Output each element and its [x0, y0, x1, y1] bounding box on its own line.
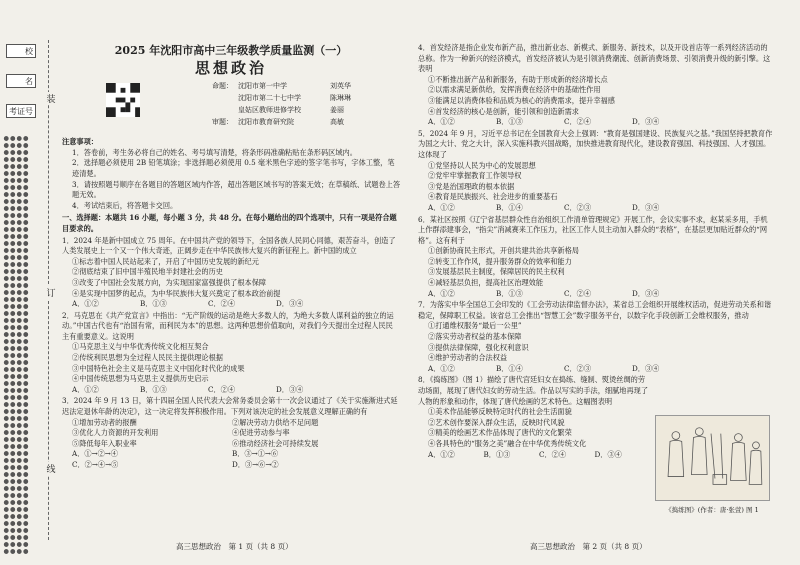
statement: ④首发经济的核心是创新，能引领和创造新需求	[428, 106, 579, 116]
question-4	[418, 43, 773, 128]
authors-block	[62, 79, 400, 135]
statement: ③提供法律保障，强化权利意识	[428, 342, 529, 352]
option-a[interactable]: A．①②	[72, 299, 99, 309]
author-row	[212, 105, 344, 116]
statement: ①党坚持以人民为中心的发展思想	[428, 160, 536, 170]
option-c[interactable]: C．②→④→⑤	[72, 460, 119, 469]
exam-title: 2025 年沈阳市高中三年级教学质量监测（一）	[114, 44, 348, 57]
statement-row	[62, 418, 400, 429]
answer-options	[418, 117, 773, 128]
option-b[interactable]: B．①③	[496, 117, 523, 127]
statement: ②以需求满足新供给，发挥消费在经济中的基础性作用	[428, 85, 601, 95]
statement: ③能满足以消费体验和品质为核心的消费需求，提升幸福感	[428, 95, 615, 105]
name-field[interactable]: 名	[6, 74, 36, 88]
option-c[interactable]: C．②③	[564, 202, 592, 212]
answer-options	[62, 460, 400, 471]
question-stem: 7．为落实中华全国总工会印发的《工会劳动法律监督办法》，某省总工会组织开展维权活动，促进劳动关系和谐稳定，保障职工权益。该省总工会推出“智慧工会”数字服务平台，以数字化手段创新工会维权服务，推动	[418, 300, 772, 320]
option-a[interactable]: A．①②	[428, 363, 455, 373]
answer-options	[62, 449, 400, 460]
answer-options	[62, 385, 400, 396]
qr-code-icon[interactable]	[106, 83, 140, 117]
statement: ①马克思主义与中华优秀传统文化相互契合	[72, 342, 209, 352]
question-8	[418, 375, 650, 460]
option-c[interactable]: C．②④	[564, 288, 592, 298]
statement: ④各具特色的“服务之美”融合在中华优秀传统文化	[428, 438, 587, 448]
statement: ①美术作品能够反映特定时代的社会生活面貌	[428, 407, 572, 417]
statement: ②彻底结束了旧中国半殖民地半封建社会的历史	[72, 267, 223, 277]
statement: ③优化人力资源的开发利用	[72, 428, 159, 438]
left-column	[62, 40, 400, 471]
option-a[interactable]: A．①②	[428, 288, 455, 298]
statement: ①创新协商民主形式，开创共建共治共享新格局	[428, 246, 579, 256]
option-d[interactable]: D．③→⑥→②	[232, 460, 279, 469]
question-stem: 6．某社区按照《辽宁省基层群众性自治组织工作清单管理规定》开展工作，会议实事不求，赵某采多用，手机上作群添建事会，“指尖”消减赛来工作压力，社区工作人员主动加入群众的“表格”，在基层更加贴近群众的“网格”。这有利于	[418, 214, 768, 245]
page-footer-right: 高三思想政治 第 2 页（共 8 页）	[530, 542, 647, 551]
statement: ①不断推出新产品和新服务，有助于形成新的经济增长点	[428, 74, 608, 84]
notice-item: 4．考试结束后，将答题卡交回。	[72, 200, 178, 210]
option-b[interactable]: B．①④	[496, 202, 523, 212]
question-stem: 2．马克思在《共产党宣言》中指出：“无产阶级的运动是绝大多数人的，为绝大多数人谋利益的独立的运动。”中国古代也有“治国有常，而利民为本”的思想。这两种思想价值取向，对我们今天提出全过程人民民主有重要意义。这说明	[62, 310, 394, 341]
statement: ②转变工作作风，提升服务群众的效率和能力	[428, 256, 572, 266]
question-stem: 4．首发经济是指企业发布新产品，推出新业态、新模式、新服务、新技术，以及开设首店等一系列经济活动的总称。作为一种新兴的经济模式，首发经济被认为是引领消费潮流、创新消费场景、引领消费升级的新引擎。这表明	[418, 43, 771, 74]
option-b[interactable]: B．③→①→⑥	[232, 449, 279, 459]
notice-item: 2．选择题必须使用 2B 铅笔填涂；非选择题必须使用 0.5 毫米黑色字迹的签字笔书写，字体工整，笔迹清楚。	[72, 158, 395, 178]
statement: ④促进劳动参与率	[232, 428, 290, 438]
binding-margin	[0, 0, 56, 565]
statement: ④维护劳动者的合法权益	[428, 353, 508, 363]
option-c[interactable]: C．②④	[564, 117, 592, 127]
author-name: 陈琳琳	[330, 94, 351, 103]
option-d[interactable]: D．③④	[276, 384, 304, 394]
section-heading: 一、选择题：本题共 16 小题，每小题 3 分，共 48 分。在每小题给出的四个选项中，只有一项是符合题目要求的。	[62, 213, 397, 233]
painting-figure-icon	[655, 415, 770, 501]
notice-item: 1．答卷前，考生务必将自己的姓名、考号填写清楚，将条形码准确粘贴在条形码区域内。	[72, 147, 357, 157]
author-row	[212, 81, 351, 92]
answer-options	[418, 289, 773, 300]
statement: ③精美的绘画艺术作品体现了唐代的文化繁荣	[428, 428, 572, 438]
author-row	[212, 93, 351, 104]
option-b[interactable]: B．①③	[140, 299, 167, 309]
author-name: 高敏	[330, 118, 344, 127]
option-b[interactable]: B．①④	[496, 363, 523, 373]
question-2	[62, 311, 400, 396]
notice-block	[62, 137, 400, 211]
author-name: 刘英华	[330, 82, 351, 91]
statement: ①打通维权服务“最后一公里”	[428, 321, 522, 331]
cut-char-xian: 线	[44, 462, 58, 475]
option-a[interactable]: A．①②	[72, 384, 99, 394]
statement: ①标志着中国人民站起来了，开启了中国历史发展的新纪元	[72, 256, 259, 266]
statement: ①增加劳动者的报酬	[72, 417, 137, 427]
option-d[interactable]: D．③④	[632, 288, 660, 298]
question-3	[62, 396, 400, 470]
cut-char-ding: 订	[44, 286, 58, 299]
figure-caption: 《捣练图》(作者：唐·张萱) 图 1	[665, 506, 759, 514]
bubble-grid	[3, 135, 29, 555]
answer-options	[418, 450, 650, 461]
statement: ②艺术创作要深入群众生活，反映时代风貌	[428, 417, 565, 427]
exam-number-field[interactable]: 考证号	[6, 104, 36, 118]
option-b[interactable]: B．①③	[483, 449, 511, 459]
option-b[interactable]: B．①③	[496, 288, 523, 298]
option-d[interactable]: D．③④	[632, 117, 660, 127]
option-d[interactable]: D．③④	[276, 299, 304, 309]
option-d[interactable]: D．③④	[632, 202, 660, 212]
statement: ④减轻基层负担，提高社区治理效能	[428, 278, 544, 288]
author-role: 命题：	[212, 82, 233, 91]
option-a[interactable]: A．①②	[428, 117, 455, 127]
question-1	[62, 236, 400, 310]
statement: ②党牢牢掌握教育工作领导权	[428, 171, 522, 181]
notice-item: 3．请按照题号顺序在各题目的答题区域内作答，超出答题区域书写的答案无效；在草稿纸、试题卷上答题无效。	[72, 179, 401, 200]
option-d[interactable]: D．③④	[594, 449, 622, 459]
question-stem: 8．《捣练图》（图 1）描绘了唐代宫廷妇女在捣练、缝制、熨烫丝绸的劳动场面，展现了唐代妇女的劳动生活。作品以写实的手法，细腻地再现了人物的形象和动作，体现了唐代绘画的艺术特色。这幅图表明	[418, 375, 649, 406]
cut-char-zhuang: 装	[44, 92, 58, 105]
option-c[interactable]: C．②③	[564, 363, 592, 373]
statement: ④是实现中国梦的起点，为中华民族伟大复兴奠定了根本政治前提	[72, 288, 281, 298]
statement: ④教育是民族振兴、社会进步的重要基石	[428, 192, 558, 202]
answer-options	[418, 203, 773, 214]
question-stem: 3．2024 年 9 月 13 日，第十四届全国人民代表大会常务委员会第十一次会议通过了《关于实施渐进式延迟法定退休年龄的决定》，这一决定将发挥积极作用。下列对该决定的社会发展意义理解正确的有	[62, 396, 398, 417]
question-7	[418, 300, 773, 374]
statement: ④中国传统思想为马克思主义提供历史启示	[72, 374, 209, 384]
page-footer-left: 高三思想政治 第 1 页（共 8 页）	[176, 542, 293, 551]
statement: ②解决劳动力供给不足问题	[232, 417, 319, 427]
author-org: 皇姑区教师进修学校	[238, 106, 301, 115]
statement: ③党是治国理政的根本依据	[428, 181, 515, 191]
statement: ③发展基层民主制度，保障居民的民主权利	[428, 267, 565, 277]
question-stem: 5．2024 年 9 月，习近平总书记在全国教育大会上强调：“教育是强国建设、民族复兴之基。”我国坚持把教育作为国之大计、党之大计，深入实施科教兴国战略，加快推进教育现代化，建设教育强国、科技强国、人才强国。这体现了	[418, 128, 773, 159]
answer-options	[62, 299, 400, 310]
author-name: 姜丽	[330, 106, 344, 115]
statement-row	[62, 428, 400, 439]
question-6	[418, 215, 773, 300]
author-org: 沈阳市第一中学	[238, 82, 287, 91]
author-org: 沈阳市第二十七中学	[238, 94, 301, 103]
statement-row	[62, 439, 400, 450]
option-a[interactable]: A．①②	[428, 202, 455, 212]
statement: ⑤降低每年入职业率	[72, 438, 137, 448]
statement: ②落实劳动者权益的基本保障	[428, 332, 522, 342]
right-column	[418, 42, 773, 460]
author-role: 审题：	[212, 118, 233, 127]
option-a[interactable]: A．①②	[428, 449, 455, 459]
option-c[interactable]: C．②④	[539, 449, 567, 459]
notice-title: 注意事项：	[62, 137, 98, 147]
statement: ②传统利民思想为全过程人民民主提供理论根据	[72, 353, 223, 363]
subject-title: 思想政治	[194, 58, 267, 77]
option-a[interactable]: A．①→②→④	[72, 449, 118, 459]
statement: ③改变了中国社会发展方向，为实现国家富强提供了根本保障	[72, 277, 267, 287]
question-stem: 1．2024 年是新中国成立 75 周年。在中国共产党的领导下，全国各族人民同心同德，艰苦奋斗，创造了人类发展史上一个又一个伟大奇迹，正阔步走在中华民族伟大复兴的新征程上。新中国的成立	[62, 235, 396, 256]
option-b[interactable]: B．①③	[140, 384, 167, 394]
option-c[interactable]: C．②④	[208, 384, 236, 394]
statement: ⑥推动经济社会可持续发展	[232, 438, 319, 448]
school-field[interactable]: 校	[6, 44, 36, 58]
answer-options	[418, 364, 773, 375]
author-row	[212, 117, 344, 128]
statement: ③中国特色社会主义是马克思主义中国化时代化的成果	[72, 363, 245, 373]
question-5	[418, 129, 773, 214]
option-d[interactable]: D．③④	[632, 363, 660, 373]
author-org: 沈阳市教育研究院	[238, 118, 294, 127]
option-c[interactable]: C．②④	[208, 299, 236, 309]
